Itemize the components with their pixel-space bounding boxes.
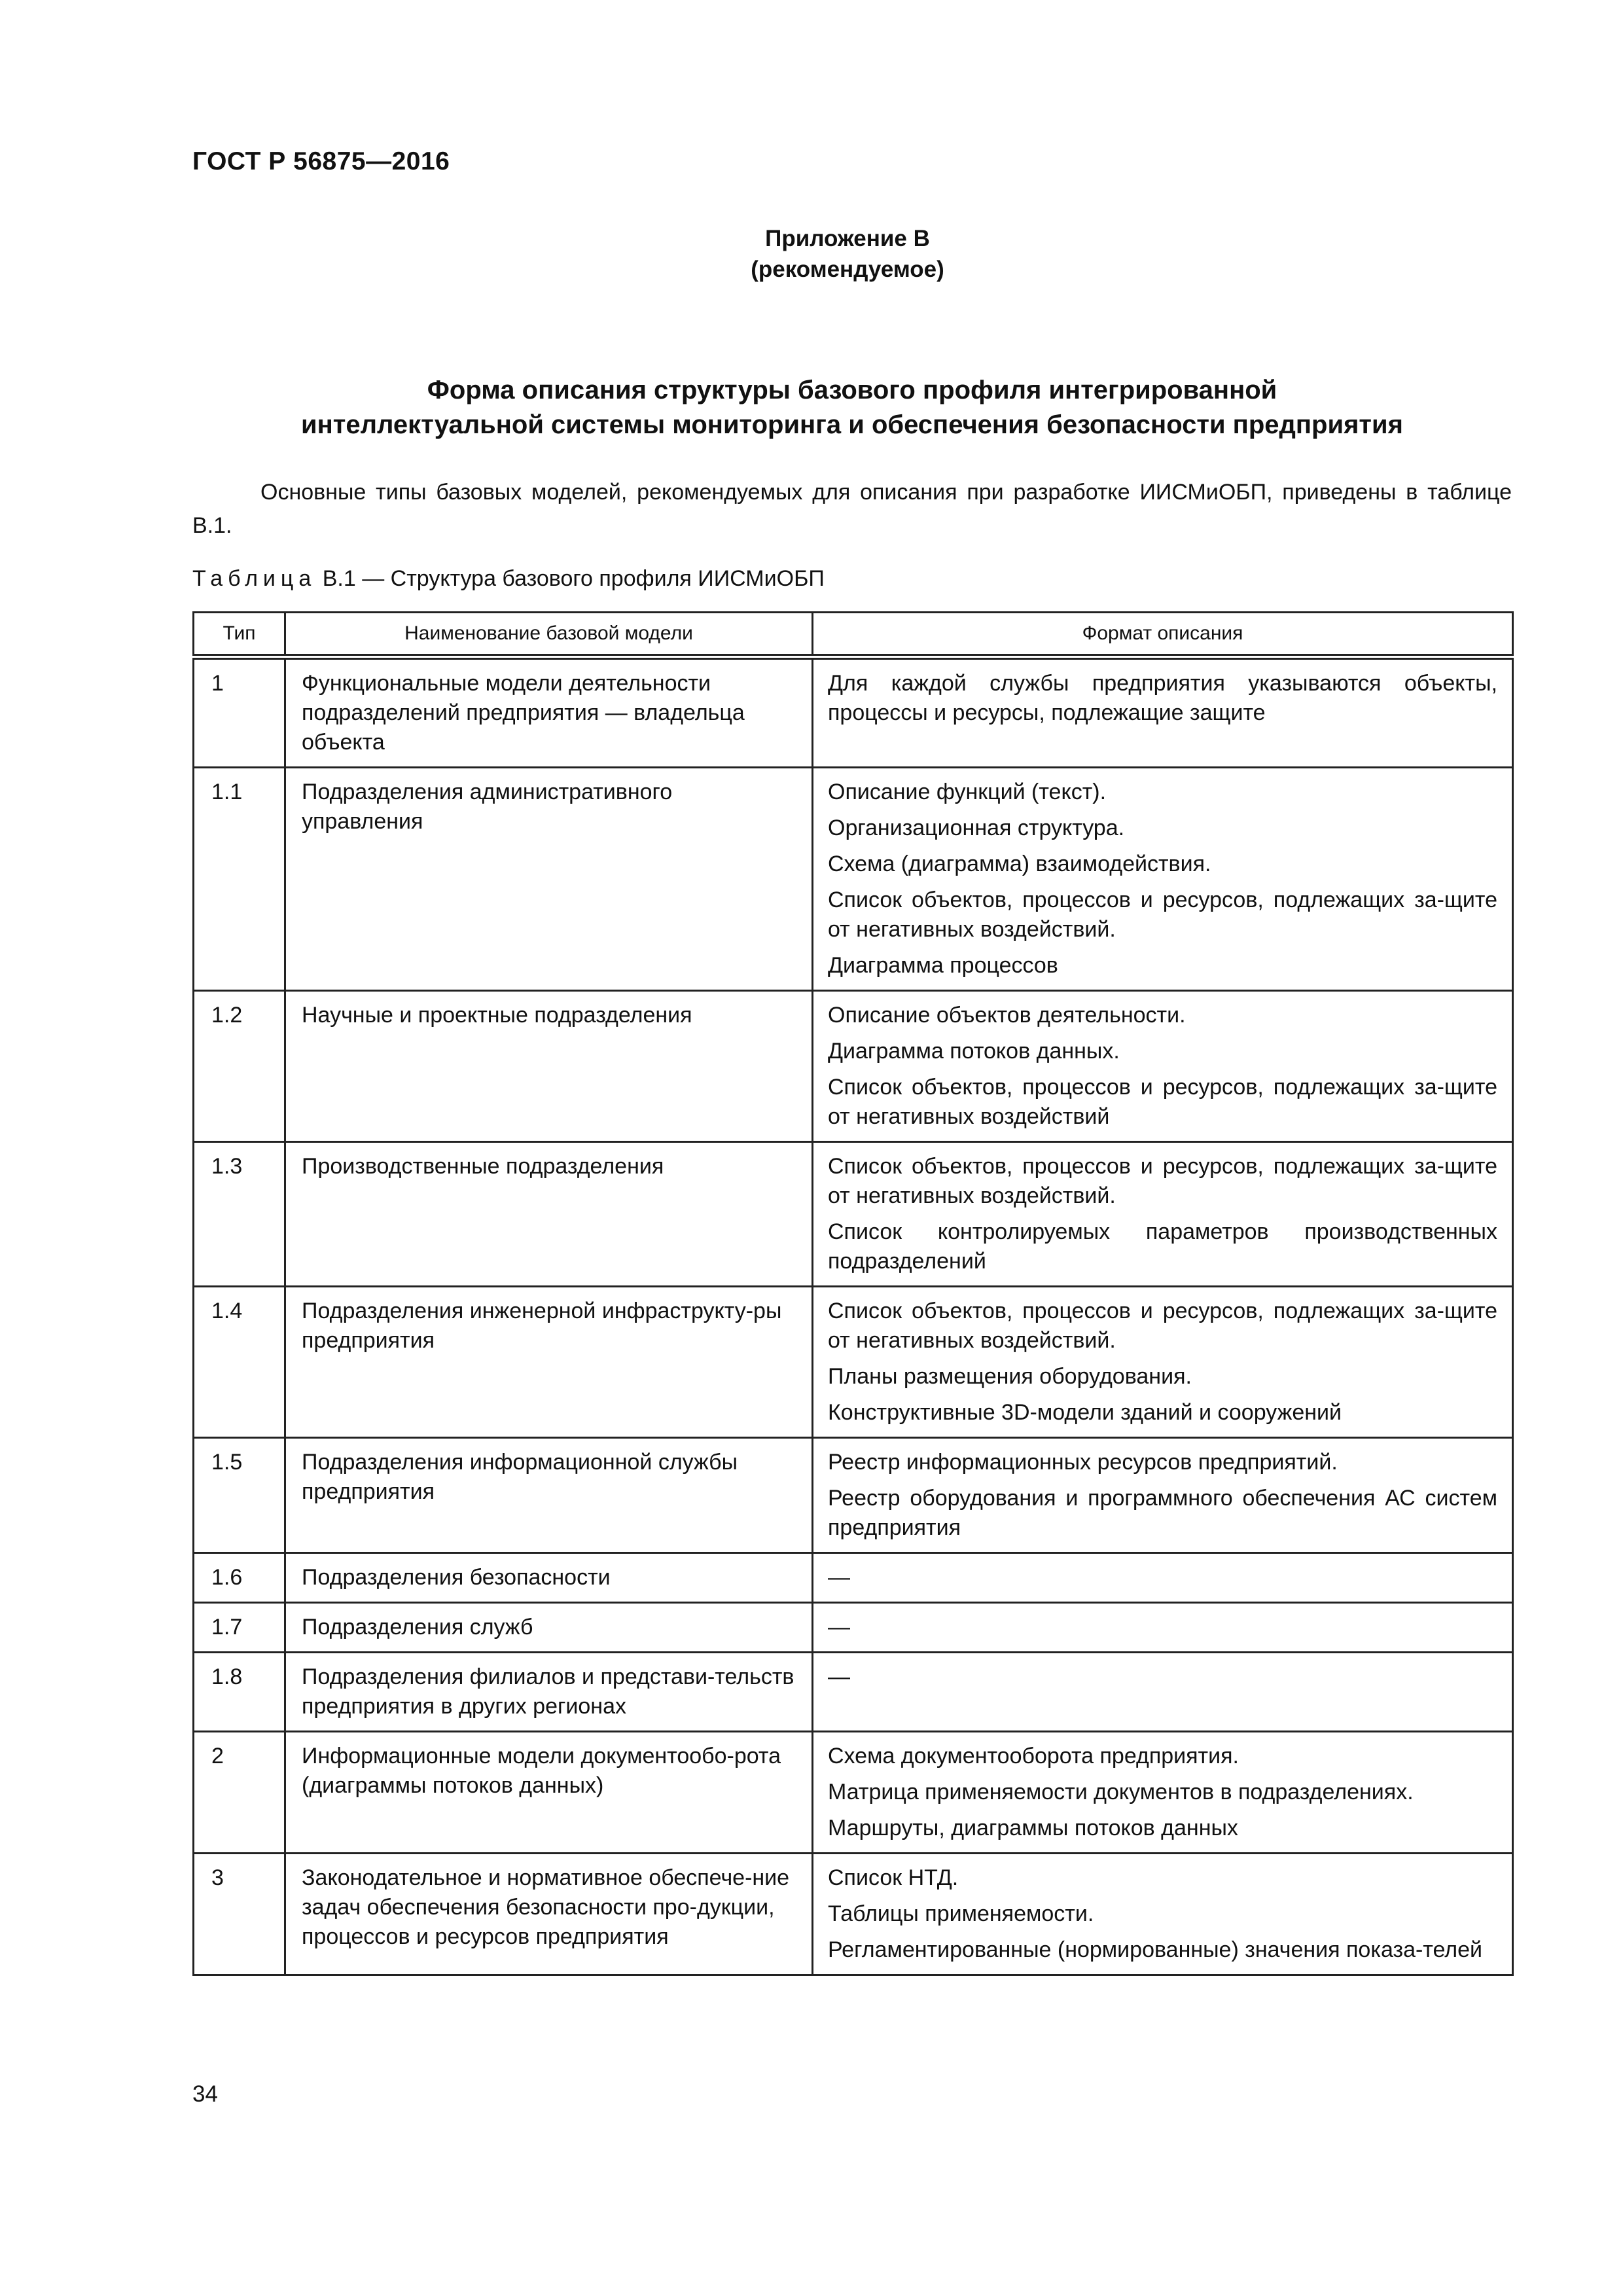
section-title-line-1: Форма описания структуры базового профиля интегрированной bbox=[427, 376, 1277, 404]
format-item: Реестр информационных ресурсов предприятий. bbox=[828, 1450, 1338, 1475]
format-item: Реестр оборудования и программного обеспечения АС систем предприятия bbox=[828, 1486, 1497, 1540]
table-caption-label: Таблица bbox=[192, 566, 317, 591]
table-row bbox=[194, 1553, 1513, 1603]
appendix-status: (рекомендуемое) bbox=[751, 257, 944, 282]
document-header: ГОСТ Р 56875—2016 bbox=[192, 147, 450, 175]
table-row bbox=[194, 991, 1513, 1142]
cell-description-format bbox=[813, 1653, 1513, 1732]
cell-description-format bbox=[813, 1438, 1513, 1553]
cell-model-name: Функциональные модели деятельности подразделений предприятия — владельца объекта bbox=[285, 657, 813, 768]
format-item: Список объектов, процессов и ресурсов, подлежащих за-щите от негативных воздействий. bbox=[828, 1154, 1497, 1208]
cell-model-name: Подразделения инженерной инфраструкту-ры предприятия bbox=[285, 1287, 813, 1438]
cell-type: 1.8 bbox=[194, 1653, 285, 1732]
cell-type: 1.4 bbox=[194, 1287, 285, 1438]
cell-type: 1.6 bbox=[194, 1553, 285, 1603]
cell-model-name: Подразделения служб bbox=[285, 1603, 813, 1653]
cell-type: 1.1 bbox=[194, 768, 285, 991]
cell-description-format bbox=[813, 1142, 1513, 1287]
cell-description-format bbox=[813, 1732, 1513, 1854]
cell-model-name: Подразделения административного управления bbox=[285, 768, 813, 991]
cell-model-name: Подразделения безопасности bbox=[285, 1553, 813, 1603]
cell-description-format bbox=[813, 1553, 1513, 1603]
cell-description-format bbox=[813, 657, 1513, 768]
format-item: Схема (диаграмма) взаимодействия. bbox=[828, 852, 1211, 876]
format-item: Диаграмма процессов bbox=[828, 953, 1058, 978]
format-item: — bbox=[828, 1615, 850, 1640]
format-item: Список объектов, процессов и ресурсов, подлежащих за-щите от негативных воздействий. bbox=[828, 888, 1497, 942]
cell-model-name: Законодательное и нормативное обеспече-ние задач обеспечения безопасности про-дукции, процессов и ресурсов предприятия bbox=[285, 1854, 813, 1975]
format-item: Для каждой службы предприятия указываются объекты, процессы и ресурсы, подлежащие защите bbox=[828, 671, 1497, 725]
cell-type: 1.5 bbox=[194, 1438, 285, 1553]
table-caption-text: В.1 — Структура базового профиля ИИСМиОБП bbox=[316, 566, 825, 591]
format-item: Список НТД. bbox=[828, 1865, 959, 1890]
table-row bbox=[194, 1732, 1513, 1854]
format-item: Конструктивные 3D-модели зданий и сооружений bbox=[828, 1400, 1342, 1425]
structure-table bbox=[192, 611, 1514, 1976]
cell-type: 1.2 bbox=[194, 991, 285, 1142]
cell-type: 1.3 bbox=[194, 1142, 285, 1287]
format-item: Таблицы применяемости. bbox=[828, 1901, 1094, 1926]
table-row bbox=[194, 1854, 1513, 1975]
column-header-type: Тип bbox=[194, 613, 285, 657]
table-caption bbox=[192, 566, 825, 592]
table-header-row bbox=[194, 613, 1513, 657]
format-item: Матрица применяемости документов в подразделениях. bbox=[828, 1780, 1414, 1804]
table-row bbox=[194, 768, 1513, 991]
format-item: Описание объектов деятельности. bbox=[828, 1003, 1186, 1028]
format-item: — bbox=[828, 1664, 850, 1689]
column-header-format: Формат описания bbox=[813, 613, 1513, 657]
format-item: Диаграмма потоков данных. bbox=[828, 1039, 1120, 1064]
appendix-title: Приложение В bbox=[765, 226, 930, 251]
cell-description-format bbox=[813, 991, 1513, 1142]
cell-model-name: Научные и проектные подразделения bbox=[285, 991, 813, 1142]
table-row bbox=[194, 1603, 1513, 1653]
cell-type: 2 bbox=[194, 1732, 285, 1854]
format-item: — bbox=[828, 1565, 850, 1590]
cell-description-format bbox=[813, 1603, 1513, 1653]
cell-description-format bbox=[813, 768, 1513, 991]
format-item: Список объектов, процессов и ресурсов, подлежащих за-щите от негативных воздействий bbox=[828, 1075, 1497, 1129]
format-item: Регламентированные (нормированные) значения показа-телей bbox=[828, 1937, 1483, 1962]
cell-description-format bbox=[813, 1287, 1513, 1438]
cell-description-format bbox=[813, 1854, 1513, 1975]
intro-paragraph: Основные типы базовых моделей, рекомендуемых для описания при разработке ИИСМиОБП, приведены в таблице В.1. bbox=[192, 480, 1512, 538]
section-title bbox=[192, 373, 1512, 442]
page-number: 34 bbox=[192, 2081, 218, 2107]
column-header-name: Наименование базовой модели bbox=[285, 613, 813, 657]
table-body bbox=[194, 657, 1513, 1975]
table-row bbox=[194, 657, 1513, 768]
table-row bbox=[194, 1653, 1513, 1732]
table-row bbox=[194, 1287, 1513, 1438]
format-item: Описание функций (текст). bbox=[828, 780, 1107, 804]
format-item: Список контролируемых параметров производственных подразделений bbox=[828, 1219, 1497, 1274]
cell-type: 1 bbox=[194, 657, 285, 768]
table-row bbox=[194, 1142, 1513, 1287]
table-row bbox=[194, 1438, 1513, 1553]
section-title-line-2: интеллектуальной системы мониторинга и обеспечения безопасности предприятия bbox=[301, 410, 1403, 439]
format-item: Список объектов, процессов и ресурсов, подлежащих за-щите от негативных воздействий. bbox=[828, 1299, 1497, 1353]
cell-model-name: Информационные модели документообо-рота (диаграммы потоков данных) bbox=[285, 1732, 813, 1854]
cell-type: 1.7 bbox=[194, 1603, 285, 1653]
cell-model-name: Подразделения филиалов и представи-тельств предприятия в других регионах bbox=[285, 1653, 813, 1732]
cell-model-name: Производственные подразделения bbox=[285, 1142, 813, 1287]
format-item: Маршруты, диаграммы потоков данных bbox=[828, 1816, 1238, 1840]
format-item: Планы размещения оборудования. bbox=[828, 1364, 1192, 1389]
cell-type: 3 bbox=[194, 1854, 285, 1975]
format-item: Организационная структура. bbox=[828, 816, 1125, 840]
format-item: Схема документооборота предприятия. bbox=[828, 1744, 1239, 1768]
cell-model-name: Подразделения информационной службы предприятия bbox=[285, 1438, 813, 1553]
